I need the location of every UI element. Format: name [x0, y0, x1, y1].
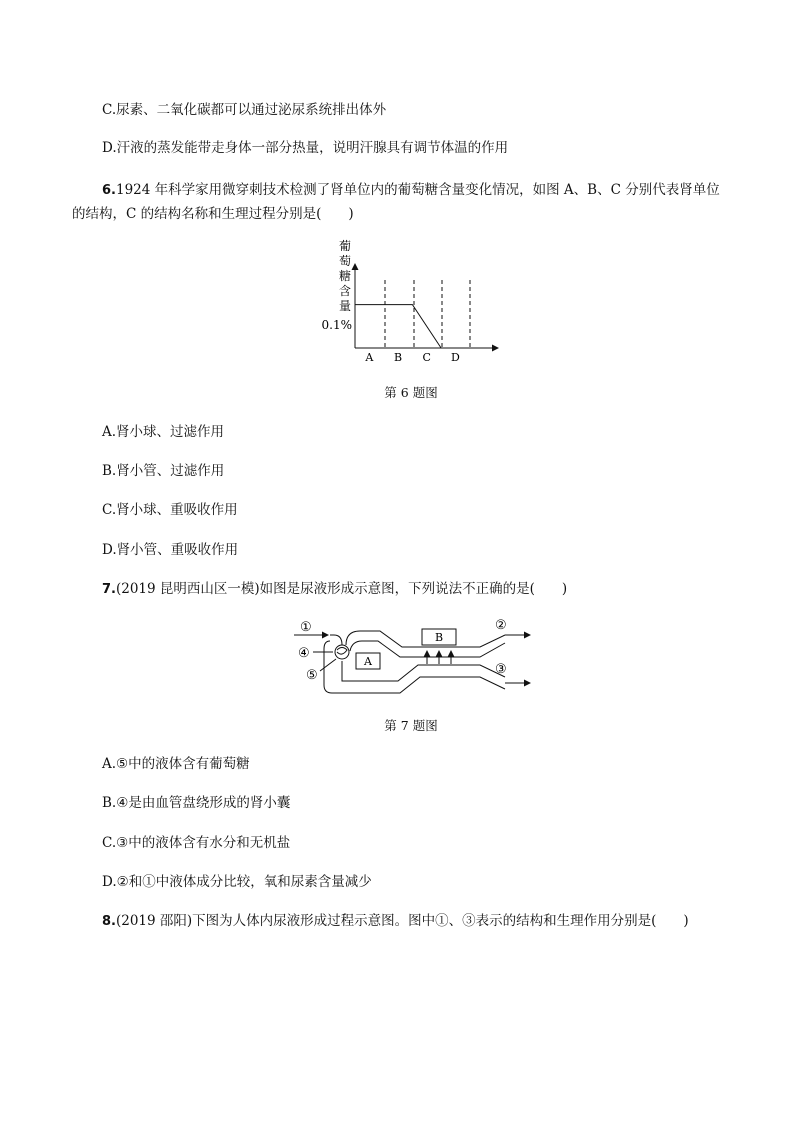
q8-stem-text: (2019 邵阳)下图为人体内尿液形成过程示意图。图中①、③表示的结构和生理作用分别是( )	[115, 913, 689, 929]
q6-glucose-chart	[318, 236, 518, 371]
label-2: ②	[495, 618, 507, 633]
q7-option-a: A.⑤中的液体含有葡萄糖	[102, 756, 250, 772]
q8-number: 8.	[102, 914, 116, 929]
leader-5	[320, 659, 336, 671]
q7-option-c: C.③中的液体含有水分和无机盐	[102, 835, 291, 851]
box-a-label: A	[364, 655, 372, 668]
q6-option-c: C.肾小球、重吸收作用	[102, 502, 238, 518]
option-d-q5: D.汗液的蒸发能带走身体一部分热量，说明汗腺具有调节体温的作用	[102, 140, 509, 156]
y-label-char: 含	[338, 284, 352, 298]
box-b-label: B	[434, 631, 444, 644]
option-c-q5: C.尿素、二氧化碳都可以通过泌尿系统排出体外	[102, 102, 387, 118]
q6-option-a: A.肾小球、过滤作用	[102, 424, 225, 440]
q6-stem-text1: 1924 年科学家用微穿刺技术检测了肾单位内的葡萄糖含量变化情况，如图 A、B、C 分别代表肾单位	[115, 182, 720, 198]
y-label-char: 葡	[338, 239, 352, 253]
category-label-c: C	[422, 351, 431, 364]
y-label-char: 糖	[338, 269, 352, 283]
capsule-outer	[324, 641, 505, 693]
glomerulus-coil	[337, 648, 347, 655]
y-tick-label: 0.1%	[321, 318, 352, 332]
q6-number: 6.	[102, 183, 116, 198]
q6-stem-line2: 的结构，C 的结构名称和生理过程分别是( )	[72, 206, 354, 222]
label-5: ⑤	[306, 668, 318, 683]
label-1: ①	[300, 620, 312, 635]
q6-stem-line1	[102, 180, 720, 201]
x-category-labels	[364, 351, 460, 364]
q6-option-b: B.肾小管、过滤作用	[102, 463, 225, 479]
q6-option-d: D.肾小管、重吸收作用	[102, 542, 239, 558]
q7-urine-diagram	[290, 615, 540, 695]
glucose-series-line	[355, 305, 441, 348]
y-axis-label	[339, 238, 351, 313]
y-label-char: 量	[338, 299, 352, 313]
category-label-b: B	[394, 351, 403, 364]
afferent-vessel	[330, 635, 342, 645]
q8-stem	[102, 911, 689, 932]
y-label-char: 萄	[338, 254, 352, 268]
q7-option-b: B.④是由血管盘绕形成的肾小囊	[102, 795, 291, 811]
q7-number: 7.	[102, 582, 116, 597]
label-3: ③	[495, 662, 507, 677]
label-4: ④	[298, 646, 310, 661]
q7-stem-text: (2019 昆明西山区一模)如图是尿液形成示意图，下列说法不正确的是( )	[115, 581, 568, 597]
q7-caption: 第 7 题图	[384, 718, 438, 733]
q6-caption: 第 6 题图	[384, 385, 438, 400]
category-label-d: D	[451, 351, 460, 364]
q7-option-d: D.②和①中液体成分比较，氧和尿素含量减少	[102, 874, 372, 890]
q7-stem	[102, 579, 567, 600]
category-label-a: A	[365, 351, 374, 364]
